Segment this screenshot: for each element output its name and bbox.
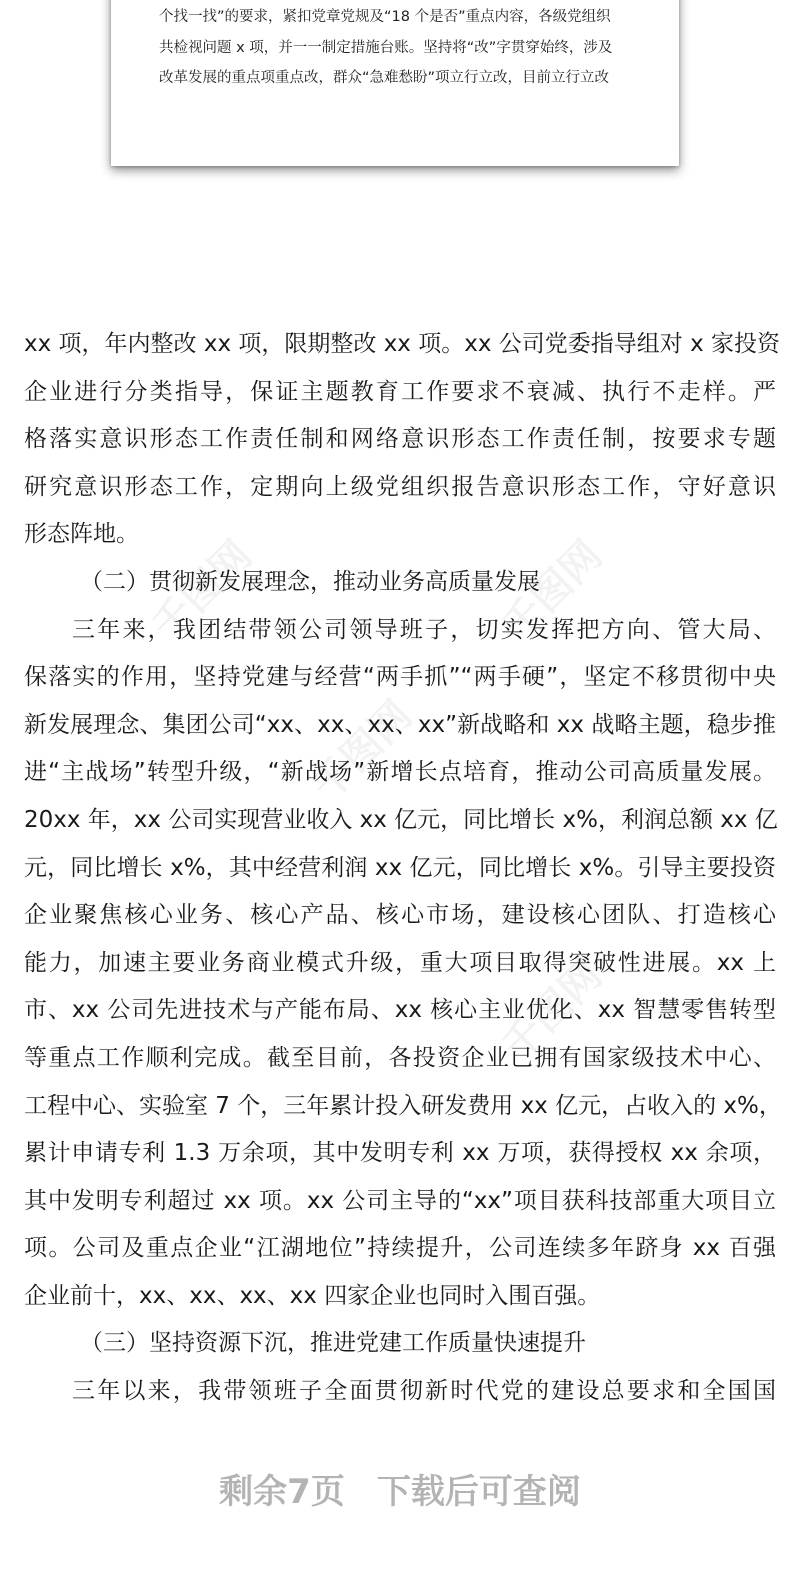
body-line: 市、xx 公司先进技术与产能布局、xx 核心主业优化、xx 智慧零售转型 <box>24 997 776 1024</box>
body-line: 企业前十，xx、xx、xx、xx 四家企业也同时入围百强。 <box>24 1282 601 1309</box>
watermark: 千图网 <box>493 952 612 1070</box>
remaining-pages-label: 剩余7页 <box>219 1472 345 1512</box>
body-line: 累计申请专利 1.3 万余项，其中发明专利 xx 万项，获得授权 xx 余项， <box>24 1140 776 1167</box>
download-prompt[interactable] <box>0 1464 800 1520</box>
body-line: 工程中心、实验室 7 个，三年累计投入研发费用 xx 亿元，占收入的 x%， <box>24 1092 782 1119</box>
body-line: 等重点工作顺利完成。截至目前，各投资企业已拥有国家级技术中心、 <box>24 1044 776 1071</box>
body-line: 企业进行分类指导，保证主题教育工作要求不衰减、执行不走样。严 <box>24 378 776 405</box>
section-heading: （三）坚持资源下沉，推进党建工作质量快速提升 <box>80 1330 586 1357</box>
body-line: 企业聚焦核心业务、核心产品、核心市场，建设核心团队、打造核心 <box>24 902 776 929</box>
preview-card <box>111 0 679 166</box>
body-line: 其中发明专利超过 xx 项。xx 公司主导的“xx”项目获科技部重大项目立 <box>24 1187 776 1214</box>
preview-line: 个找一找”的要求，紧扣党章党规及“18 个是否”重点内容，各级党组织 <box>159 9 611 25</box>
download-to-view-label: 下载后可查阅 <box>376 1472 581 1512</box>
body-line: 项。公司及重点企业“江湖地位”持续提升，公司连续多年跻身 xx 百强 <box>24 1235 776 1262</box>
body-line: xx 项，年内整改 xx 项，限期整改 xx 项。xx 公司党委指导组对 x 家投资 <box>24 331 780 357</box>
body-line: 保落实的作用，坚持党建与经营“两手抓”“两手硬”，坚定不移贯彻中央 <box>24 664 776 691</box>
body-line: 形态阵地。 <box>24 521 139 548</box>
body-line: 三年以来，我带领班子全面贯彻新时代党的建设总要求和全国国 <box>72 1378 776 1405</box>
body-line: 格落实意识形态工作责任制和网络意识形态工作责任制，按要求专题 <box>24 426 776 453</box>
body-line: 三年来，我团结带领公司领导班子，切实发挥把方向、管大局、 <box>72 616 776 643</box>
watermark: 千图网 <box>143 532 262 650</box>
body-line: 能力，加速主要业务商业模式升级，重大项目取得突破性进展。xx 上 <box>24 949 776 976</box>
body-line: 新发展理念、集团公司“xx、xx、xx、xx”新战略和 xx 战略主题，稳步推 <box>24 711 776 738</box>
preview-line: 改革发展的重点项重点改，群众“急难愁盼”项立行立改，目前立行立改 <box>159 70 610 86</box>
watermark: 千图网 <box>303 692 422 810</box>
body-line: 20xx 年，xx 公司实现营业收入 xx 亿元，同比增长 x%，利润总额 xx 亿 <box>24 806 778 833</box>
body-line: 研究意识形态工作，定期向上级党组织报告意识形态工作，守好意识 <box>24 473 776 500</box>
body-line: 元，同比增长 x%，其中经营利润 xx 亿元，同比增长 x%。引导主要投资 <box>24 854 776 881</box>
preview-card-text <box>159 2 639 94</box>
watermark: 千图网 <box>493 532 612 650</box>
preview-line: 共检视问题 x 项，并一一制定措施台账。坚持将“改”字贯穿始终，涉及 <box>159 39 613 56</box>
body-line: 进“主战场”转型升级，“新战场”新增长点培育，推动公司高质量发展。 <box>24 759 776 786</box>
section-heading: （二）贯彻新发展理念，推动业务高质量发展 <box>80 568 540 595</box>
document-body <box>24 321 782 1416</box>
